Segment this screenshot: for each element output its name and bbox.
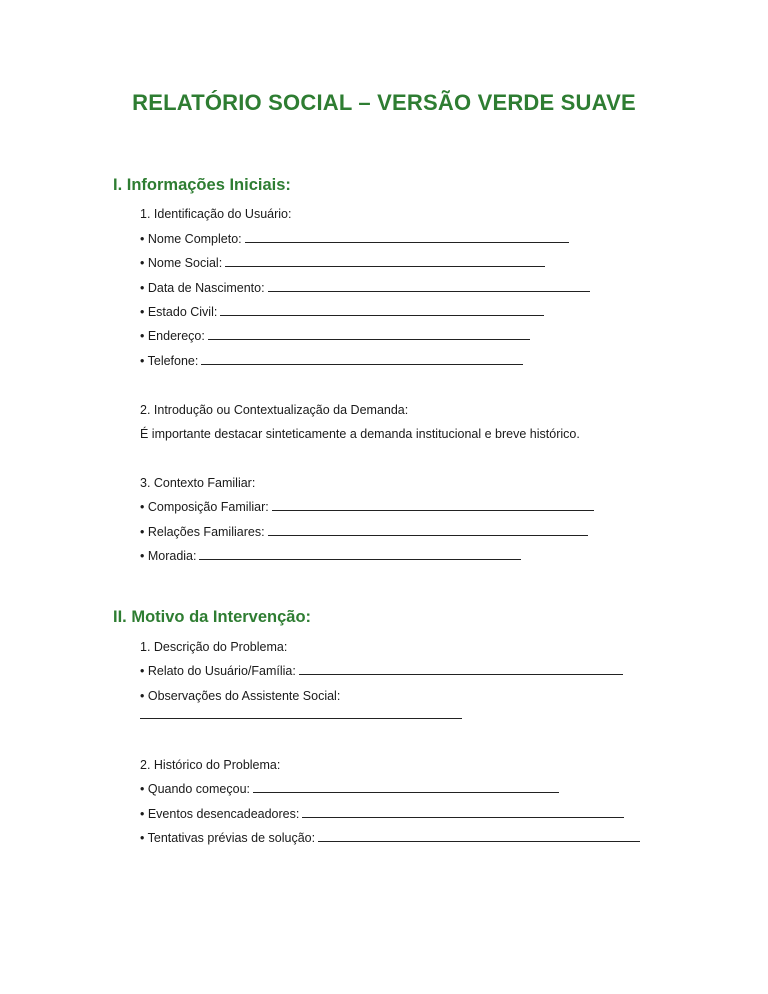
field-blank-observacoes-assistente[interactable] xyxy=(140,707,462,719)
field-blank-relacoes-familiares[interactable] xyxy=(268,524,588,536)
field-row-nome-completo xyxy=(140,231,569,247)
field-blank-relato-usuario[interactable] xyxy=(299,663,623,675)
field-label-estado-civil: • Estado Civil: xyxy=(140,305,218,319)
field-blank-nome-completo[interactable] xyxy=(245,231,569,243)
field-label-quando-comecou: • Quando começou: xyxy=(140,782,250,796)
field-label-relato-usuario: • Relato do Usuário/Família: xyxy=(140,664,296,678)
field-label-endereco: • Endereço: xyxy=(140,329,205,343)
field-blank-endereco[interactable] xyxy=(208,328,530,340)
field-blank-data-nascimento[interactable] xyxy=(268,280,590,292)
field-label-nome-completo: • Nome Completo: xyxy=(140,232,242,246)
field-row-endereco xyxy=(140,328,530,344)
section-heading-motivo-intervencao: II. Motivo da Intervenção: xyxy=(113,608,312,626)
field-row-relacoes-familiares xyxy=(140,524,588,540)
field-row-estado-civil xyxy=(140,304,544,320)
subsection-title-historico-problema: 2. Histórico do Problema: xyxy=(140,758,281,772)
subsection-title-contexto-familiar: 3. Contexto Familiar: xyxy=(140,476,256,490)
field-label-nome-social: • Nome Social: xyxy=(140,256,223,270)
field-row-tentativas-previas xyxy=(140,830,640,846)
field-row-quando-comecou xyxy=(140,781,559,797)
field-row-eventos-desencadeadores xyxy=(140,806,624,822)
field-blank-moradia[interactable] xyxy=(199,548,521,560)
field-blank-quando-comecou[interactable] xyxy=(253,781,559,793)
field-label-relacoes-familiares: • Relações Familiares: xyxy=(140,525,265,539)
field-label-observacoes-assistente: • Observações do Assistente Social: xyxy=(140,689,341,703)
field-row-relato-usuario xyxy=(140,663,623,679)
field-blank-nome-social[interactable] xyxy=(225,255,545,267)
subsection-title-identificacao: 1. Identificação do Usuário: xyxy=(140,207,292,221)
field-label-composicao-familiar: • Composição Familiar: xyxy=(140,500,269,514)
field-blank-eventos-desencadeadores[interactable] xyxy=(302,806,624,818)
section-heading-informacoes-iniciais: I. Informações Iniciais: xyxy=(113,176,291,194)
field-label-data-nascimento: • Data de Nascimento: xyxy=(140,281,265,295)
field-row-observacoes-blank xyxy=(140,707,462,723)
document-title: RELATÓRIO SOCIAL – VERSÃO VERDE SUAVE xyxy=(132,90,636,115)
field-row-observacoes-assistente xyxy=(140,688,340,704)
field-row-nome-social xyxy=(140,255,545,271)
field-row-moradia xyxy=(140,548,521,564)
field-row-telefone xyxy=(140,353,523,369)
field-row-composicao-familiar xyxy=(140,499,594,515)
field-label-moradia: • Moradia: xyxy=(140,549,197,563)
field-blank-estado-civil[interactable] xyxy=(220,304,544,316)
field-blank-composicao-familiar[interactable] xyxy=(272,499,594,511)
field-label-telefone: • Telefone: xyxy=(140,354,199,368)
field-label-eventos-desencadeadores: • Eventos desencadeadores: xyxy=(140,807,300,821)
field-blank-tentativas-previas[interactable] xyxy=(318,830,640,842)
subsection-title-introducao: 2. Introdução ou Contextualização da Demanda: xyxy=(140,403,409,417)
subsection-title-descricao-problema: 1. Descrição do Problema: xyxy=(140,640,288,654)
field-row-data-nascimento xyxy=(140,280,590,296)
intro-text: É importante destacar sinteticamente a demanda institucional e breve histórico. xyxy=(140,427,580,441)
field-label-tentativas-previas: • Tentativas prévias de solução: xyxy=(140,831,316,845)
field-blank-telefone[interactable] xyxy=(201,353,523,365)
